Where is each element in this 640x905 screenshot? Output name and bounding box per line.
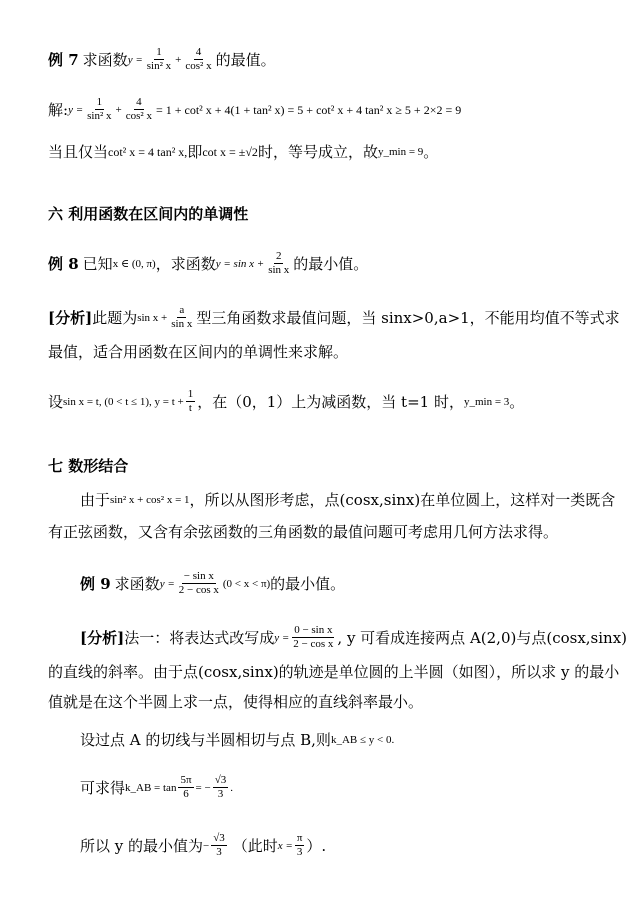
fraction bbox=[183, 46, 213, 73]
paragraph-7-line-1 bbox=[80, 488, 616, 512]
fraction bbox=[266, 250, 291, 277]
equality-mid: 即 bbox=[187, 143, 203, 161]
formula-text: sin x = t, (0 < t ≤ 1), y = t + bbox=[63, 395, 184, 408]
example-7-formula bbox=[128, 46, 216, 73]
analysis-8-text: 型三角函数求最值问题，当 sinx>0,a>1，不能用均值不等式求 bbox=[196, 308, 620, 327]
example-9-suffix: 的最小值。 bbox=[270, 574, 346, 593]
formula-text: sin x + bbox=[137, 311, 168, 324]
example-9-condition: (0 < x < π) bbox=[222, 577, 271, 590]
plus-sign: + bbox=[175, 53, 182, 66]
section-title: 七 数形结合 bbox=[48, 457, 129, 475]
minus-sign: − bbox=[203, 839, 210, 852]
plus-sign: + bbox=[115, 103, 122, 116]
result-prefix: 所以 y 的最小值为 bbox=[80, 836, 204, 855]
example-9-prefix: 求函数 bbox=[114, 574, 160, 593]
fraction-numerator: 1 bbox=[156, 46, 162, 58]
fraction-denominator: 3 bbox=[296, 846, 303, 858]
equality-suffix: 时，等号成立，故 bbox=[257, 143, 378, 161]
analysis-9-line-1 bbox=[80, 624, 628, 651]
fraction-denominator: t bbox=[188, 402, 192, 414]
example-8-suffix: 的最小值。 bbox=[293, 254, 369, 273]
tangent-formula: k_AB ≤ y < 0. bbox=[330, 734, 395, 746]
ymin-formula: y_min = 9 bbox=[377, 146, 424, 158]
example-9 bbox=[80, 570, 616, 597]
solution-7-formula bbox=[68, 96, 461, 123]
example-8 bbox=[48, 250, 616, 277]
formula-y: y = bbox=[127, 53, 143, 66]
analysis-8-prefix: 此题为 bbox=[92, 308, 138, 327]
paragraph-7-text: ，所以从图形考虑，点(cosx,sinx)在单位圆上，这样对一类既含 bbox=[189, 491, 616, 509]
formula-text: y = sin x + bbox=[215, 257, 265, 270]
substitution-8 bbox=[48, 388, 616, 415]
fraction bbox=[291, 624, 335, 651]
fraction bbox=[145, 46, 173, 73]
fraction bbox=[124, 96, 154, 123]
solution-label: 解: bbox=[48, 100, 69, 119]
example-9-formula bbox=[160, 570, 270, 597]
analysis-9-text: , y 可看成连接两点 A(2,0)与点(cosx,sinx) bbox=[337, 628, 628, 647]
analysis-label: [分析] bbox=[80, 628, 125, 647]
formula-text: k_AB = tan bbox=[125, 781, 177, 794]
fraction-numerator: 1 bbox=[96, 96, 103, 108]
fraction-denominator: sin² x bbox=[87, 110, 112, 122]
fraction bbox=[211, 832, 227, 859]
equality-prefix: 当且仅当 bbox=[48, 143, 109, 161]
paragraph-7-text-2: 有正弦函数，又含有余弦函数的三角函数的最值问题可考虑用几何方法求得。 bbox=[48, 523, 559, 541]
section-title: 六 利用函数在区间内的单调性 bbox=[48, 205, 249, 223]
result-value bbox=[203, 832, 229, 859]
fraction-numerator: − sin x bbox=[183, 570, 214, 582]
analysis-9-text-3: 值就是在这个半圆上求一点，使得相应的直线斜率最小。 bbox=[48, 693, 424, 711]
fraction-denominator: 6 bbox=[183, 788, 189, 800]
tangent-text: 设过点 A 的切线与半圆相切与点 B,则 bbox=[80, 731, 331, 749]
fraction-denominator: cos² x bbox=[185, 60, 212, 72]
fraction-numerator: π bbox=[296, 832, 303, 844]
section-6-heading bbox=[48, 202, 616, 226]
fraction-denominator: 2 − cos x bbox=[178, 584, 219, 596]
paragraph-7-line-2 bbox=[48, 520, 616, 544]
final-result bbox=[80, 832, 616, 859]
fraction-denominator: sin x bbox=[268, 264, 290, 276]
analysis-9-text-2: 的直线的斜率。由于点(cosx,sinx)的轨迹是单位圆的上半圆（如图），所以求 y 的最小 bbox=[48, 663, 620, 681]
fraction-numerator: 0 − sin x bbox=[294, 624, 333, 636]
analysis-8-line-2 bbox=[48, 340, 616, 364]
section-7-heading bbox=[48, 454, 616, 478]
slope-result bbox=[80, 774, 616, 801]
fraction-numerator: √3 bbox=[213, 832, 225, 844]
formula-y: y = bbox=[68, 103, 84, 116]
paragraph-7-prefix: 由于 bbox=[80, 491, 111, 509]
period: . bbox=[230, 781, 233, 794]
formula-y: y = bbox=[274, 631, 290, 644]
result-x-formula bbox=[278, 832, 307, 859]
analysis-label: [分析] bbox=[48, 308, 93, 327]
analysis-9-formula bbox=[274, 624, 337, 651]
formula-x: x = bbox=[277, 839, 293, 852]
example-8-label: 例 8 bbox=[48, 254, 79, 273]
analysis-9-line-2 bbox=[48, 660, 620, 684]
fraction bbox=[177, 570, 221, 597]
fraction-denominator: cos² x bbox=[125, 110, 152, 122]
fraction-numerator: √3 bbox=[214, 774, 227, 786]
tangent-line bbox=[80, 728, 616, 752]
fraction-numerator: 1 bbox=[187, 388, 194, 400]
result-end: ）. bbox=[306, 836, 327, 855]
fraction-numerator: 4 bbox=[136, 96, 142, 108]
fraction bbox=[186, 388, 196, 415]
fraction bbox=[169, 304, 194, 331]
example-7-suffix: 的最值。 bbox=[215, 50, 276, 69]
example-8-prefix: 已知 bbox=[82, 254, 113, 273]
example-7-prompt: 求函数 bbox=[82, 50, 128, 69]
fraction-denominator: 3 bbox=[216, 846, 222, 858]
substitution-formula bbox=[63, 388, 197, 415]
fraction-denominator: 3 bbox=[217, 788, 224, 800]
analysis-8-text-2: 最值，适合用函数在区间内的单调性来求解。 bbox=[48, 343, 349, 361]
slope-prefix: 可求得 bbox=[80, 778, 126, 797]
result-mid: （此时 bbox=[232, 836, 278, 855]
fraction-numerator: a bbox=[179, 304, 185, 316]
fraction-denominator: sin x bbox=[171, 318, 193, 330]
example-8-formula bbox=[216, 250, 294, 277]
fraction-numerator: 4 bbox=[195, 46, 202, 58]
fraction bbox=[295, 832, 305, 859]
formula-y: y = bbox=[159, 577, 175, 590]
equality-formula: cot² x = 4 tan² x, bbox=[108, 145, 188, 159]
example-7 bbox=[48, 46, 616, 73]
fraction-numerator: 2 bbox=[275, 250, 282, 262]
substitution-text: ，在（0，1）上为减函数，当 t=1 时， bbox=[197, 392, 464, 411]
period: 。 bbox=[423, 143, 439, 161]
fraction-denominator: 2 − cos x bbox=[293, 638, 334, 650]
equality-condition bbox=[48, 140, 616, 164]
period: 。 bbox=[509, 392, 525, 411]
identity-formula: sin² x + cos² x = 1 bbox=[110, 494, 190, 506]
example-7-label: 例 7 bbox=[48, 50, 79, 69]
fraction bbox=[85, 96, 113, 123]
analysis-9-line-3 bbox=[48, 690, 616, 714]
solution-7-rhs: = 1 + cot² x + 4(1 + tan² x) = 5 + cot² x + 4 tan² x ≥ 5 + 2×2 = 9 bbox=[155, 102, 462, 117]
slope-formula bbox=[125, 774, 233, 801]
equality-formula-2: cot x = ±√2 bbox=[202, 145, 258, 159]
analysis-9-prefix: 法一：将表达式改写成 bbox=[124, 628, 275, 647]
analysis-8-formula bbox=[137, 304, 196, 331]
substitution-prefix: 设 bbox=[48, 392, 64, 411]
fraction-denominator: sin² x bbox=[146, 60, 172, 72]
example-8-mid: ，求函数 bbox=[155, 254, 216, 273]
example-9-label: 例 9 bbox=[80, 574, 111, 593]
fraction bbox=[178, 774, 193, 801]
fraction bbox=[213, 774, 229, 801]
ymin-formula: y_min = 3 bbox=[463, 395, 510, 408]
solution-7 bbox=[48, 96, 616, 123]
analysis-8-line-1 bbox=[48, 304, 620, 331]
formula-text: = − bbox=[195, 781, 211, 794]
example-8-condition: x ∈ (0, π) bbox=[112, 257, 156, 270]
fraction-numerator: 5π bbox=[180, 774, 192, 786]
